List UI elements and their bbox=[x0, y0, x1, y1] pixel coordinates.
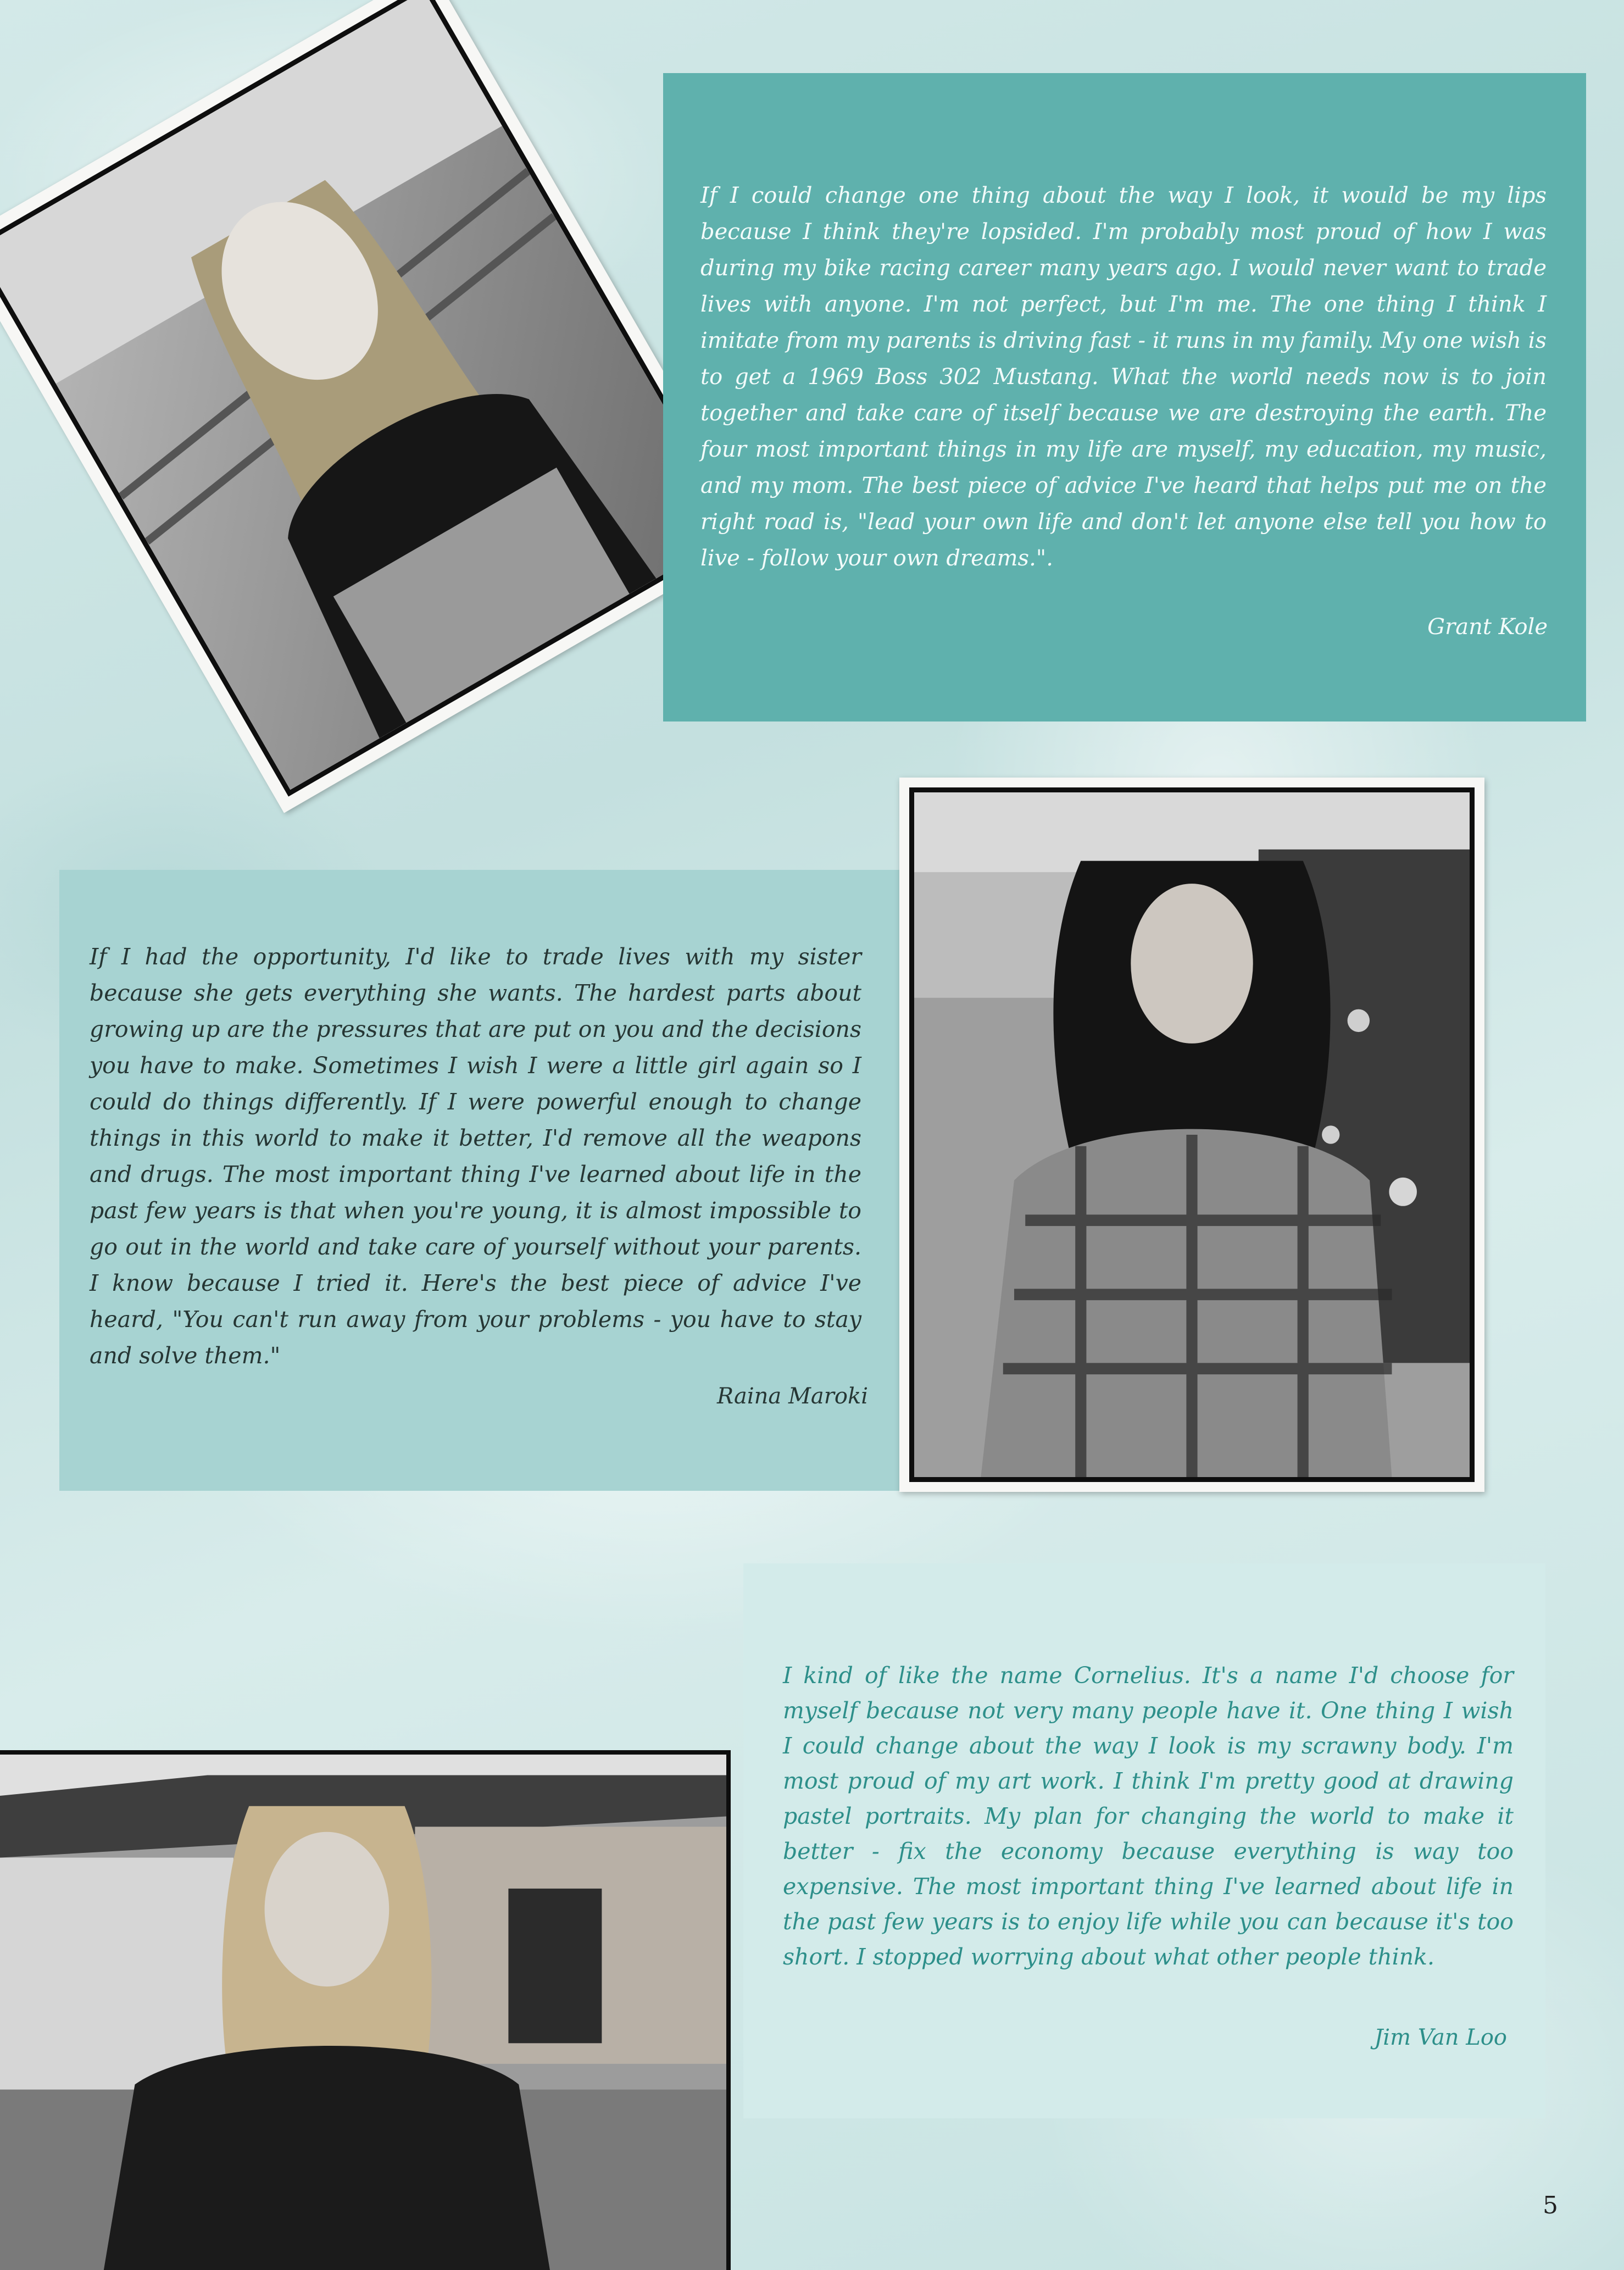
jim-van-loo-quote-panel bbox=[743, 1563, 1545, 2118]
portrait-photo-icon bbox=[0, 1750, 731, 2270]
raina-maroki-signature: Raina Maroki bbox=[716, 1384, 868, 1409]
jim-van-loo-signature: Jim Van Loo bbox=[1374, 2025, 1507, 2050]
raina-maroki-photo bbox=[899, 778, 1484, 1492]
grant-kole-quote: If I could change one thing about the way I look, it would be my lips because I think they're lopsided. I'm probably most proud of how I was during my bike racing career many years ago. I would never want to trade lives with anyone. I'm not perfect, but I'm me. The one thing I think I imitate from my parents is driving fast - it runs in my family. My one wish is to get a 1969 Boss 302 Mustang. What the world needs now is to join together and take care of itself because we are destroying the earth. The four most important things in my life are myself, my education, my music, and my mom. The best piece of advice I've heard that helps put me on the right road is, "lead your own life and don't let anyone else tell you how to live - follow your own dreams.". bbox=[700, 183, 1547, 571]
grant-kole-signature: Grant Kole bbox=[1427, 614, 1548, 640]
grant-kole-photo bbox=[0, 0, 760, 813]
jim-van-loo-quote: I kind of like the name Cornelius. It's a name I'd choose for myself because not very many people have it. One thing I wish I could change about the way I look is my scrawny body. I'm most proud of my art work. I think I'm pretty good at drawing pastel portraits. My plan for changing the world to make it better - fix the economy because everything is way too expensive. The most important thing I've learned about life in the past few years is to enjoy life while you can because it's too short. I stopped worrying about what other people think. bbox=[783, 1662, 1514, 1970]
jim-van-loo-photo bbox=[0, 1750, 731, 2270]
portrait-photo-icon bbox=[0, 0, 743, 797]
raina-maroki-quote-panel bbox=[59, 870, 901, 1491]
portrait-photo-icon bbox=[909, 787, 1475, 1482]
grant-kole-quote-panel bbox=[663, 73, 1586, 721]
page-number: 5 bbox=[1543, 2191, 1558, 2219]
raina-maroki-quote: If I had the opportunity, I'd like to trade lives with my sister because she gets everything she wants. The hardest parts about growing up are the pressures that are put on you and the decisions you have to make. Sometimes I wish I were a little girl again so I could do things differently. If I were powerful enough to change things in this world to make it better, I'd remove all the weapons and drugs. The most important thing I've learned about life in the past few years is that when you're young, it is almost impossible to go out in the world and take care of yourself without your parents. I know because I tried it. Here's the best piece of advice I've heard, "You can't run away from your problems - you have to stay and solve them." bbox=[90, 943, 861, 1369]
